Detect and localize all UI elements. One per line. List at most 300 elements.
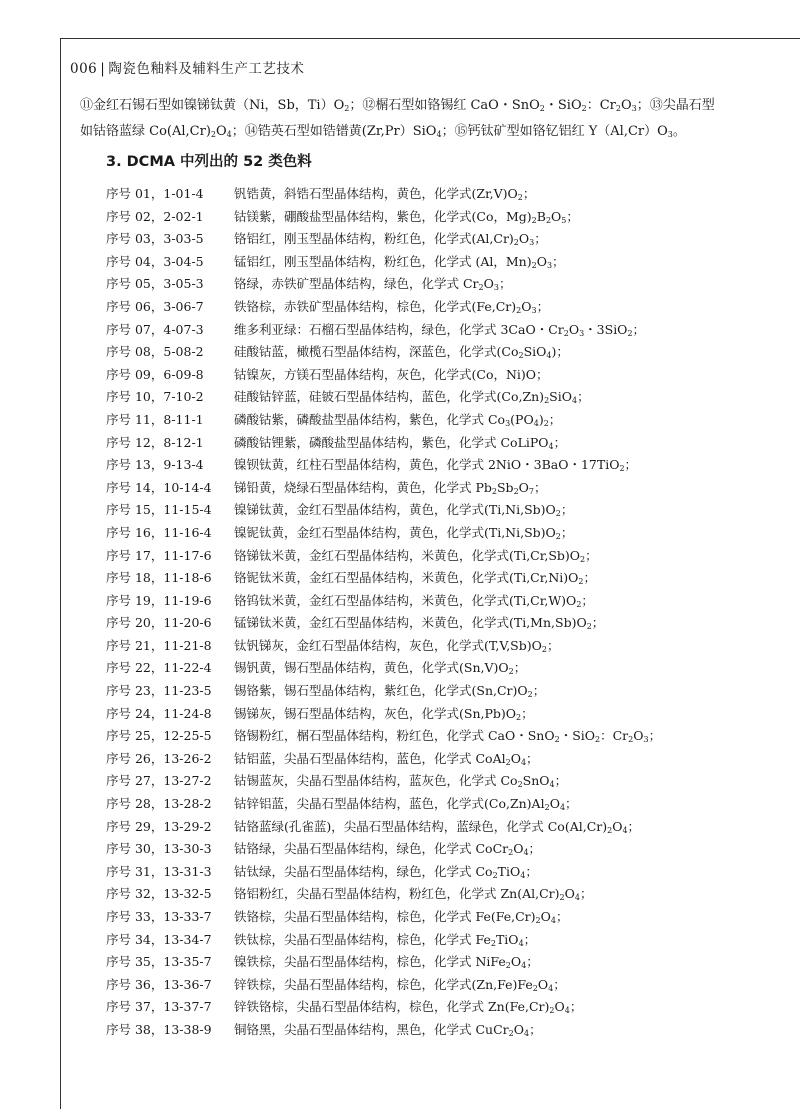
subscript: 2	[517, 780, 523, 790]
text-run: 钴铬蓝绿(孔雀蓝)，尖晶石型晶体结构，蓝绿色，化学式 Co(Al,Cr)	[234, 818, 608, 834]
subscript: 4	[622, 825, 628, 835]
subscript: 2	[527, 690, 533, 700]
subscript: 2	[544, 803, 550, 813]
subscript: 3	[505, 418, 511, 428]
text-run: O	[536, 253, 547, 269]
subscript: 2	[578, 577, 584, 587]
text-run: ；	[632, 321, 646, 337]
list-item	[106, 228, 796, 251]
text-run: ；	[560, 524, 574, 540]
list-item	[106, 522, 796, 545]
text-run: 镍铁棕，尖晶石型晶体结构，棕色，化学式 NiFe	[234, 954, 506, 970]
entry-number: 序号 22，11-22-4	[106, 660, 212, 676]
list-item	[106, 929, 796, 952]
list-item	[106, 612, 796, 635]
entry-description	[234, 660, 526, 675]
list-item	[106, 251, 796, 274]
list-item	[106, 341, 796, 364]
pigment-list	[106, 183, 796, 1042]
subscript: 2	[581, 104, 587, 113]
entry-description	[234, 322, 645, 337]
text-run: 铬锡粉红，榍石型晶体结构，粉红色，化学式 CaO・SnO	[234, 728, 555, 744]
entry-number: 序号 26，13-26-2	[106, 750, 212, 766]
entry-description	[234, 186, 535, 201]
entry-number: 序号 32，13-32-5	[106, 886, 212, 902]
text-run: ；⑬尖晶石型	[636, 98, 715, 113]
text-run: ；	[523, 931, 537, 947]
entry-description	[234, 412, 561, 427]
subscript: 2	[505, 757, 511, 767]
subscript: 2	[344, 104, 350, 113]
subscript: 2	[532, 983, 538, 993]
list-item	[106, 1019, 796, 1042]
intro-paragraph	[80, 93, 792, 145]
text-run: (PO	[510, 411, 534, 427]
text-run: 铁铬棕，尖晶石型晶体结构，棕色，化学式 Fe(Fe,Cr)	[234, 909, 536, 924]
list-item	[106, 296, 796, 319]
subscript: 2	[210, 130, 216, 139]
text-run: ；	[554, 773, 568, 789]
text-run: ；	[522, 186, 536, 201]
subscript: 2	[491, 486, 497, 496]
text-run: )	[538, 411, 544, 427]
entry-number: 序号 18，11-18-6	[106, 570, 212, 586]
entry-description	[234, 1022, 542, 1037]
entry-number: 序号 37，13-37-7	[106, 999, 212, 1015]
subscript: 4	[546, 351, 552, 361]
list-item	[106, 951, 796, 974]
list-item	[106, 477, 796, 500]
text-run: O	[510, 954, 522, 970]
entry-number: 序号 25，12-25-5	[106, 728, 212, 744]
text-run: SiO	[523, 344, 547, 360]
text-run: ；	[627, 818, 641, 834]
text-run: O	[554, 999, 565, 1015]
text-run: ；	[548, 411, 562, 427]
text-run: ；	[565, 796, 578, 812]
subscript: 2	[535, 916, 541, 925]
text-run: ：Cr	[600, 728, 629, 744]
entry-number: 序号 33，13-33-7	[106, 909, 212, 924]
subscript: 5	[561, 215, 567, 225]
entry-number: 序号 07，4-07-3	[106, 321, 204, 337]
list-item	[106, 545, 796, 568]
subscript: 2	[492, 870, 498, 880]
entry-description	[234, 728, 661, 743]
text-run: O	[564, 886, 575, 902]
text-run: ・SiO	[559, 728, 596, 744]
list-item	[106, 590, 796, 613]
text-run: 锡锑灰，锡石型晶体结构，灰色，化学式(Sn,Pb)O	[234, 705, 517, 721]
text-run: ⑪金红石锡石型如镍锑钛黄（Ni，Sb，Ti）O	[80, 98, 345, 113]
subscript: 2	[545, 215, 552, 225]
list-item	[106, 906, 796, 929]
entry-number: 序号 04，3-04-5	[106, 253, 204, 269]
text-run: TiO	[495, 931, 519, 947]
list-item	[106, 206, 796, 229]
text-run: SnO	[522, 773, 550, 789]
subscript: 2	[513, 238, 519, 248]
text-run: ；	[525, 863, 538, 879]
entry-description	[234, 954, 539, 969]
page-number: 006	[70, 61, 98, 77]
text-run: 镍锑钛黄，金红石型晶体结构，黄色，化学式(Ti,Ni,Sb)O	[234, 502, 556, 518]
text-run: O	[483, 276, 494, 292]
subscript: 3	[546, 260, 553, 270]
list-item	[106, 386, 796, 409]
text-run: O	[540, 909, 551, 924]
text-run: 钴锡蓝灰，尖晶石型晶体结构，蓝灰色，化学式 Co	[234, 773, 518, 789]
entry-description	[234, 389, 590, 404]
entry-description	[234, 886, 592, 901]
subscript: 2	[563, 328, 569, 338]
subscript: 2	[531, 260, 537, 270]
text-run: ；⑭锆英石型如锆镨黄(Zr,Pr）SiO	[231, 124, 437, 139]
text-run: ；	[528, 841, 542, 857]
entry-number: 序号 10，7-10-2	[106, 389, 204, 405]
entry-number: 序号 38，13-38-9	[106, 1021, 212, 1037]
text-run: O	[620, 98, 632, 113]
text-run: 钴铝蓝，尖晶石型晶体结构，蓝色，化学式 CoAl	[234, 750, 506, 766]
entry-number: 序号 28，13-28-2	[106, 796, 212, 812]
text-run: 铬铌钛米黄，金红石型晶体结构，米黄色，化学式(Ti,Cr,Ni)O	[234, 570, 579, 586]
list-item	[106, 635, 796, 658]
entry-number: 序号 02，2-02-1	[106, 208, 204, 224]
subscript: 2	[615, 104, 621, 113]
subscript: 2	[555, 509, 561, 519]
text-run: 。	[672, 124, 686, 139]
text-run: 硅酸钴锌蓝，硅铍石型晶体结构，蓝色，化学式(Co,Zn)	[234, 389, 545, 405]
entry-description	[234, 638, 559, 653]
entry-description	[234, 344, 569, 359]
text-run: 镍铌钛黄，金红石型晶体结构，黄色，化学式(Ti,Ni,Sb)O	[234, 524, 556, 540]
entry-number: 序号 01，1-01-4	[106, 186, 204, 201]
subscript: 2	[505, 961, 511, 971]
list-item	[106, 748, 796, 771]
running-header	[70, 57, 304, 77]
entry-description	[234, 457, 637, 472]
text-run: 锡钒黄，锡石型晶体结构，黄色，化学式(Sn,V)O	[234, 660, 509, 676]
subscript: 2	[580, 554, 586, 564]
text-run: O	[510, 750, 521, 766]
subscript: 2	[576, 599, 582, 609]
entry-description	[234, 796, 578, 811]
subscript: 4	[523, 1028, 530, 1038]
text-run: 锡铬紫，锡石型晶体结构，紫红色，化学式(Sn,Cr)O	[234, 683, 528, 699]
list-item	[106, 770, 796, 793]
text-run: O	[568, 321, 580, 337]
text-run: O	[551, 208, 562, 224]
text-run: ；	[624, 457, 638, 473]
list-item	[106, 319, 796, 342]
text-run: ；	[581, 592, 594, 608]
list-item	[106, 816, 796, 839]
text-run: 锌铁铬棕，尖晶石型晶体结构，棕色，化学式 Zn(Fe,Cr)	[234, 999, 550, 1015]
text-run: 钴镁紫，硼酸盐型晶体结构，紫色，化学式(Co，Mg)	[234, 208, 532, 224]
text-run: 如钴铬蓝绿 Co(Al,Cr)	[80, 124, 211, 139]
entry-number: 序号 31，13-31-3	[106, 863, 212, 879]
text-run: 磷酸钴紫，磷酸盐型晶体结构，紫色，化学式 Co	[234, 411, 506, 427]
list-item	[106, 273, 796, 296]
entry-description	[234, 502, 573, 517]
text-run: 铬锑钛米黄，金红石型晶体结构，米黄色，化学式(Ti,Cr,Sb)O	[234, 547, 581, 563]
entry-description	[234, 435, 566, 450]
entry-description	[234, 276, 511, 291]
text-run: O	[518, 231, 530, 247]
entry-description	[234, 909, 568, 924]
entry-number: 序号 05，3-05-3	[106, 276, 204, 292]
text-run: ；	[577, 389, 590, 405]
list-item	[106, 409, 796, 432]
entry-number: 序号 21，11-21-8	[106, 637, 212, 653]
text-run: ；	[513, 660, 527, 676]
list-item	[106, 996, 796, 1019]
text-run: O	[537, 976, 549, 992]
subscript: 2	[513, 486, 519, 496]
entry-number: 序号 17，11-17-6	[106, 547, 212, 563]
subscript: 4	[520, 757, 527, 767]
list-item	[106, 432, 796, 455]
list-item	[106, 567, 796, 590]
entry-number: 序号 20，11-20-6	[106, 615, 212, 631]
list-item	[106, 657, 796, 680]
book-title: 陶瓷色釉料及辅料生产工艺技术	[108, 61, 305, 77]
subscript: 2	[517, 193, 523, 202]
list-item	[106, 703, 796, 726]
text-run: 钛钒锑灰，金红石型晶体结构，灰色，化学式(T,V,Sb)O	[234, 637, 542, 653]
intro-line	[80, 93, 792, 119]
text-run: 磷酸钴锂紫，磷酸盐型晶体结构，紫色，化学式 CoLiPO	[234, 434, 549, 450]
entry-number: 序号 11，8-11-1	[106, 411, 204, 427]
text-run: O	[513, 1021, 524, 1037]
entry-number: 序号 15，11-15-4	[106, 502, 212, 518]
entry-description	[234, 209, 579, 224]
list-item	[106, 793, 796, 816]
entry-description	[234, 999, 582, 1014]
text-run: 锰铝红，刚玉型晶体结构，粉红色，化学式 (Al，Mn)	[234, 253, 532, 269]
text-run: ；	[555, 909, 569, 924]
text-run: ；	[534, 231, 547, 247]
entry-description	[234, 615, 604, 630]
subscript: 3	[643, 735, 649, 745]
entry-number: 序号 24，11-24-8	[106, 705, 212, 721]
text-run: 维多利亚绿：石榴石型晶体结构，绿色，化学式 3CaO・Cr	[234, 321, 564, 337]
entry-description	[234, 299, 549, 314]
subscript: 4	[226, 130, 232, 139]
subscript: 4	[548, 983, 554, 993]
subscript: 2	[628, 735, 634, 745]
text-run: O	[215, 124, 227, 139]
text-run: ：Cr	[586, 98, 616, 113]
entry-number: 序号 06，3-06-7	[106, 298, 204, 314]
text-run: ；	[529, 1021, 542, 1037]
text-run: O	[549, 796, 560, 812]
subscript: 2	[559, 893, 565, 903]
entry-description	[234, 367, 549, 382]
subscript: 3	[531, 305, 537, 315]
text-run: 铬铝红，刚玉型晶体结构，粉红色，化学式(Al,Cr)	[234, 231, 514, 247]
subscript: 2	[508, 848, 514, 858]
text-run: ；	[546, 637, 560, 653]
text-run: ；	[498, 276, 512, 292]
subscript: 2	[595, 735, 601, 745]
list-item	[106, 364, 796, 387]
text-run: ；	[591, 615, 605, 631]
subscript: 2	[627, 328, 633, 338]
entry-description	[234, 548, 598, 563]
text-run: 铁钛棕，尖晶石型晶体结构，棕色，化学式 Fe	[234, 931, 491, 947]
text-run: ；⑫榍石型如铬锡红 CaO・SnO	[349, 98, 540, 113]
text-run: ；	[566, 208, 579, 224]
entry-number: 序号 03，3-03-5	[106, 231, 204, 247]
text-run: ；	[526, 750, 539, 766]
entry-description	[234, 773, 567, 788]
text-run: Sb	[496, 479, 514, 495]
text-run: ；	[532, 683, 546, 699]
subscript: 4	[571, 396, 578, 406]
subscript: 2	[516, 712, 522, 722]
text-run: ；	[579, 886, 593, 902]
entry-number: 序号 14，10-14-4	[106, 479, 212, 495]
entry-number: 序号 08，5-08-2	[106, 344, 204, 360]
entry-number: 序号 13，9-13-4	[106, 457, 204, 473]
text-run: 铬铝粉红，尖晶石型晶体结构，粉红色，化学式 Zn(Al,Cr)	[234, 886, 560, 902]
section-title: 3. DCMA 中列出的 52 类色料	[106, 154, 312, 170]
entry-description	[234, 819, 640, 834]
text-run: 铁铬棕，赤铁矿型晶体结构，棕色，化学式(Fe,Cr)	[234, 298, 517, 314]
text-run: 铜铬黑，尖晶石型晶体结构，黑色，化学式 CuCr	[234, 1021, 509, 1037]
subscript: 7	[528, 486, 534, 496]
subscript: 2	[539, 104, 545, 113]
text-run: )；	[551, 344, 569, 360]
subscript: 4	[549, 780, 555, 790]
text-run: ・3SiO	[584, 321, 628, 337]
text-run: ；	[536, 298, 550, 314]
text-run: 钴钛绿，尖晶石型晶体结构，绿色，化学式 Co	[234, 863, 493, 879]
list-item	[106, 883, 796, 906]
entry-description	[234, 977, 566, 992]
entry-description	[234, 706, 534, 721]
subscript: 3	[529, 238, 535, 248]
text-run: 钒锆黄，斜锆石型晶体结构，黄色，化学式(Zr,V)O	[234, 186, 518, 201]
text-run: ；	[585, 547, 598, 563]
subscript: 2	[508, 1028, 514, 1038]
subscript: 4	[436, 130, 442, 139]
entry-number: 序号 30，13-30-3	[106, 841, 212, 857]
subscript: 2	[508, 667, 514, 677]
subscript: 2	[619, 464, 625, 474]
subscript: 4	[550, 916, 556, 925]
subscript: 2	[518, 351, 524, 361]
subscript: 4	[521, 961, 527, 971]
subscript: 2	[555, 531, 561, 541]
subscript: 4	[518, 938, 524, 948]
text-run: ；	[648, 728, 662, 744]
text-run: ；	[583, 570, 596, 586]
text-run: ；	[553, 976, 566, 992]
subscript: 2	[554, 735, 560, 745]
text-run: O	[612, 818, 623, 834]
header-separator: |	[100, 61, 106, 77]
entry-description	[234, 480, 547, 495]
text-run: ；	[569, 999, 583, 1015]
text-run: ；	[526, 954, 539, 970]
text-run: O	[521, 298, 532, 314]
entry-number: 序号 34，13-34-7	[106, 931, 212, 947]
intro-line	[80, 119, 792, 145]
text-run: 钴锌铝蓝，尖晶石型晶体结构，蓝色，化学式(Co,Zn)Al	[234, 796, 545, 812]
list-item	[106, 183, 796, 206]
list-item	[106, 680, 796, 703]
text-run: ・SiO	[544, 98, 582, 113]
entry-number: 序号 23，11-23-5	[106, 683, 212, 699]
text-run: 锰锑钛米黄，金红石型晶体结构，米黄色，化学式(Ti,Mn,Sb)O	[234, 615, 587, 631]
list-item	[106, 861, 796, 884]
text-run: 镍钡钛黄，红柱石型晶体结构，黄色，化学式 2NiO・3BaO・17TiO	[234, 457, 620, 473]
list-item	[106, 974, 796, 997]
subscript: 4	[523, 848, 529, 858]
text-run: 铬绿，赤铁矿型晶体结构，绿色，化学式 Cr	[234, 276, 479, 292]
list-item	[106, 725, 796, 748]
subscript: 4	[548, 441, 554, 451]
text-run: TiO	[497, 863, 521, 879]
entry-description	[234, 231, 547, 246]
text-run: O	[513, 841, 524, 857]
entry-description	[234, 254, 565, 269]
subscript: 2	[531, 215, 537, 225]
entry-number: 序号 16，11-16-4	[106, 524, 212, 540]
entry-number: 序号 09，6-09-8	[106, 366, 204, 382]
text-run: 锑铅黄，烧绿石型晶体结构，黄色，化学式 Pb	[234, 479, 492, 495]
subscript: 2	[541, 644, 547, 654]
text-run: O	[633, 728, 644, 744]
text-run: B	[536, 208, 546, 224]
list-item	[106, 499, 796, 522]
entry-description	[234, 864, 538, 879]
entry-number: 序号 19，11-19-6	[106, 592, 212, 608]
entry-description	[234, 593, 594, 608]
subscript: 4	[564, 1006, 570, 1016]
entry-description	[234, 525, 573, 540]
entry-number: 序号 12，8-12-1	[106, 434, 204, 450]
text-run: 钴镍灰，方镁石型晶体结构，灰色，化学式(Co，Ni)O；	[234, 366, 549, 382]
text-run: 锌铁棕，尖晶石型晶体结构，棕色，化学式(Zn,Fe)Fe	[234, 976, 533, 992]
subscript: 3	[631, 104, 637, 113]
subscript: 3	[667, 130, 673, 139]
entry-number: 序号 35，13-35-7	[106, 954, 212, 970]
text-run: SiO	[549, 389, 572, 405]
text-run: O	[518, 479, 529, 495]
subscript: 4	[533, 418, 539, 428]
subscript: 3	[493, 283, 499, 293]
text-run: 铬钨钛米黄，金红石型晶体结构，米黄色，化学式(Ti,Cr,W)O	[234, 592, 577, 608]
entry-description	[234, 841, 541, 856]
subscript: 2	[544, 396, 550, 406]
text-run: ；⑮钙钛矿型如铬钇铝红 Y（Al,Cr）O	[441, 124, 668, 139]
entry-description	[234, 932, 536, 947]
text-run: ；	[534, 479, 547, 495]
list-item	[106, 838, 796, 861]
subscript: 2	[586, 622, 592, 632]
entry-description	[234, 751, 539, 766]
list-item	[106, 454, 796, 477]
subscript: 2	[478, 283, 484, 293]
text-run: ；	[552, 253, 565, 269]
text-run: ；	[521, 705, 534, 721]
text-run: 硅酸钴蓝，橄榄石型晶体结构，深蓝色，化学式(Co	[234, 344, 519, 360]
subscript: 4	[520, 870, 526, 880]
subscript: 4	[559, 803, 566, 813]
